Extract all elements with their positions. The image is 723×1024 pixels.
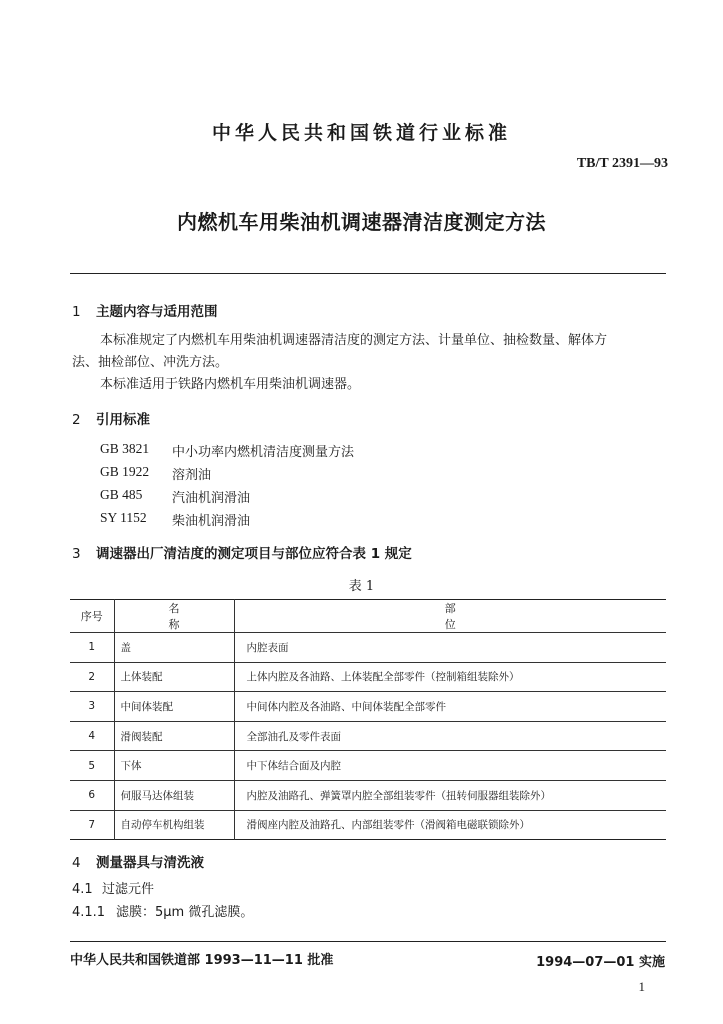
cell-no: 5 — [88, 759, 96, 772]
cell-no: 1 — [88, 641, 96, 654]
reference-code: SY 1152 — [100, 510, 147, 525]
reference-title: 中小功率内燃机清洁度测量方法 — [172, 445, 355, 460]
subsection-4-1 — [72, 879, 154, 901]
cell-part: 滑阀座内腔及油路孔、内部组装零件（滑阀箱电磁联锁除外） — [234, 810, 666, 840]
subsection-4-1-1 — [72, 902, 253, 924]
cell-part: 全部油孔及零件表面 — [234, 721, 666, 751]
header-part: 部位 — [234, 600, 666, 633]
section-number: 3 — [72, 546, 81, 562]
reference-item — [100, 510, 354, 533]
table-caption: 表 1 — [348, 579, 375, 594]
cleanliness-table — [70, 599, 666, 840]
reference-item — [100, 464, 354, 487]
cell-part: 上体内腔及各油路、上体装配全部零件（控制箱组装除外） — [234, 662, 666, 692]
cell-part: 中下体结合面及内腔 — [234, 751, 666, 781]
standard-code: TB/T 2391—93 — [576, 156, 668, 171]
table-row — [70, 751, 666, 781]
cell-no: 6 — [88, 789, 96, 802]
effective-date-line: 1994—07—01 实施 — [536, 955, 665, 970]
reference-list — [100, 441, 354, 533]
section-title: 引用标准 — [96, 412, 150, 428]
cell-name: 自动停车机构组装 — [114, 810, 234, 840]
section-title: 测量器具与清洗液 — [96, 855, 204, 871]
section-title: 主题内容与适用范围 — [96, 304, 218, 320]
cell-name: 下体 — [114, 751, 234, 781]
reference-title: 汽油机润滑油 — [172, 491, 251, 506]
header-no: 序号 — [80, 610, 103, 623]
approval-line: 中华人民共和国铁道部 1993—11—11 批准 — [70, 953, 334, 968]
cell-name: 伺服马达体组装 — [114, 780, 234, 810]
cell-name: 中间体装配 — [114, 692, 234, 722]
cell-name: 盖 — [114, 633, 234, 663]
header-name: 名称 — [114, 600, 234, 633]
reference-item — [100, 441, 354, 464]
section-1-para-1-line-2: 法、抽检部位、冲洗方法。 — [72, 355, 229, 370]
table-row — [70, 780, 666, 810]
section-number: 2 — [72, 412, 81, 428]
cell-name: 滑阀装配 — [114, 721, 234, 751]
table-row — [70, 662, 666, 692]
standard-category-title: 中华人民共和国铁道行业标准 — [211, 122, 511, 144]
table-header-row — [70, 600, 666, 633]
subsection-number: 4.1.1 — [72, 905, 106, 920]
subsection-number: 4.1 — [72, 882, 93, 897]
reference-title: 柴油机润滑油 — [172, 514, 251, 529]
cell-part: 中间体内腔及各油路、中间体装配全部零件 — [234, 692, 666, 722]
section-4-heading — [72, 851, 204, 871]
section-3-heading — [72, 542, 412, 562]
cell-no: 4 — [88, 730, 96, 743]
table-row — [70, 633, 666, 663]
table-row — [70, 692, 666, 722]
cell-part: 内腔及油路孔、弹簧罩内腔全部组装零件（扭转伺服器组装除外） — [234, 780, 666, 810]
table-row — [70, 721, 666, 751]
cell-no: 7 — [88, 818, 96, 831]
section-title: 调速器出厂清洁度的测定项目与部位应符合表 1 规定 — [96, 546, 412, 562]
subsection-text: 滤膜：5μm 微孔滤膜。 — [116, 905, 254, 920]
section-number: 4 — [72, 855, 81, 871]
section-1-heading — [72, 300, 218, 320]
section-2-heading — [72, 408, 150, 428]
reference-code: GB 3821 — [100, 441, 150, 456]
cell-part: 内腔表面 — [234, 633, 666, 663]
cell-no: 2 — [88, 670, 96, 683]
section-1-para-1-line-1: 本标准规定了内燃机车用柴油机调速器清洁度的测定方法、计量单位、抽检数量、解体方 — [100, 333, 608, 348]
table-row — [70, 810, 666, 840]
section-1-para-2: 本标准适用于铁路内燃机车用柴油机调速器。 — [100, 377, 361, 392]
section-number: 1 — [72, 304, 81, 320]
reference-title: 溶剂油 — [172, 468, 212, 483]
subsection-title: 过滤元件 — [102, 882, 155, 897]
reference-code: GB 1922 — [100, 464, 150, 479]
header-divider — [70, 273, 666, 274]
reference-code: GB 485 — [100, 487, 143, 502]
cell-name: 上体装配 — [114, 662, 234, 692]
footer-divider — [70, 941, 666, 942]
reference-item — [100, 487, 354, 510]
page-number: 1 — [638, 979, 645, 994]
cell-no: 3 — [88, 700, 96, 713]
document-title: 内燃机车用柴油机调速器清洁度测定方法 — [177, 210, 546, 234]
